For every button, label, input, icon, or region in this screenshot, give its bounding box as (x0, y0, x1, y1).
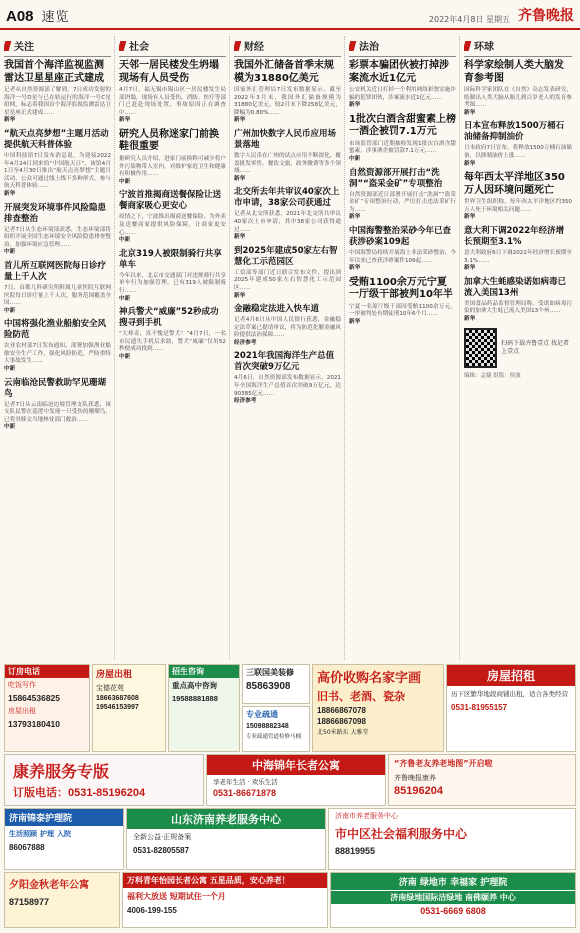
article[interactable]: 自然资源部开展打击“洗洞”“盗采金矿”专项整治 自然资源部近日部署开展打击“洗洞”“盗采金矿”专项整治行动，严厉打击违法采矿行为…… 新华 (349, 167, 456, 221)
article[interactable]: 研究人员称迷家门前换鞋很重要 据研究人员介绍，进家门前换鞋可减少将户外污染物带入室内，对维护家庭卫生和健康有积极作用…… 中新 (119, 128, 226, 185)
ad-calligraphy[interactable]: 高价收购名家字画 旧书、老酒、瓷杂 18866867078 18866867098 北50米路东 大雅堂 (312, 664, 444, 752)
ad-welfare-center[interactable]: 济南市养老服务中心 市中区社会福利服务中心 88819955 (328, 808, 576, 870)
article[interactable]: 受贿1100余万元宁夏一厅级干部被判10年半 宁夏一名原厅级干部因受贿1100余万元，一审被判处有期徒刑10年6个月…… 新华 (349, 276, 456, 325)
article-title[interactable]: 云南临沧民警救助罕见珊瑚鸟 (4, 377, 107, 399)
article[interactable]: 宁波首推揭商送餐保险让送餐商家吸心更安心 疫情之下，宁波推出揭商送餐保险，为外卖及送餐商家提供风险保障，让商家更安心…… 中新 (119, 190, 226, 244)
column-society (119, 36, 230, 660)
ad-booking[interactable]: 订房电话 吃饭写作 15864536825 房屋出租 13793180410 (4, 664, 90, 752)
article-title[interactable]: 神兵警犬“威廉”52秒成功搜寻到手机 (119, 307, 219, 329)
news-columns (4, 36, 576, 660)
article[interactable]: “航天点亮梦想”主题月活动提供航天科普体验 中国科技馆7日发布消息说，为迎接2022年4月24日到来的“中国航天日”，该馆4月1日至4月30日推出“航天点亮梦想”主题月活动，公众可通过线上线下多种形式，参与航天科普体验…… 新华 (4, 128, 111, 197)
article-title[interactable]: 中国海警整治采砂今年已查获涉砂案109起 (349, 225, 452, 247)
column-focus (4, 36, 115, 660)
article-title[interactable]: 首儿所互联网医院每日诊疗量上千人次 (4, 260, 107, 282)
article-body: 记者从自然资源部了解到，7日成功发射的海洋一号D星与已在轨运行的海洋一号C星组网，标志着我国首个海洋监视监测雷达卫星星座正式建成…… (4, 87, 111, 116)
article-title[interactable]: 广州加快数字人民币应用场景落地 (234, 128, 337, 150)
section-mark-icon (234, 41, 241, 51)
article-title[interactable]: 1批次白酒含甜蜜素上榜一酒企被罚7.1万元 (349, 113, 456, 138)
article[interactable]: 神兵警犬“威廉”52秒成功搜寻到手机 “大棒奇，真不愧是警犬！”4月7日，一名市民遗失手机后求助，警犬“威廉”仅用52秒便成功找到…… 中新 (119, 307, 226, 360)
article-title[interactable]: 意大利下调2022年经济增长预期至3.1% (464, 225, 565, 247)
column-header: 环球 (464, 36, 572, 57)
section-mark-icon (349, 41, 356, 51)
masthead (0, 0, 580, 30)
ad-decoration[interactable]: 三联国美装修 85863908 (242, 664, 310, 704)
article-title[interactable]: 开展突发环境事件风险隐患排查整治 (4, 202, 107, 224)
article[interactable]: 开展突发环境事件风险隐患排查整治 记者7日从生态环境部获悉，生态环境部将组织开展全国生态环境安全风险隐患排查整治，加强环境应急管理…… 中新 (4, 202, 111, 256)
ad-qilu-elder[interactable]: “齐鲁老友养老地图”开启啦 齐鲁晚报康养 85196204 (388, 754, 576, 806)
column-world (464, 36, 575, 660)
newspaper-logo: 齐鲁晚报 (518, 8, 574, 24)
page-number: A08 (6, 8, 34, 25)
article-title[interactable]: 我国首个海洋监视监测雷达卫星星座正式建成 (4, 60, 104, 84)
ad-enrollment[interactable]: 招生咨询 重点高中咨询 19588881888 (168, 664, 240, 752)
article-title[interactable]: “航天点亮梦想”主题月活动提供航天科普体验 (4, 128, 109, 150)
article-title[interactable]: 金融稳定法进入快车道 (234, 304, 320, 315)
ad-greenland-care[interactable]: 济南 绿地市 幸福家 护理院 济南绿地国际洁绿地 南佛颐养 中心 0531-6669 6808 (330, 872, 576, 928)
column-finance (234, 36, 345, 660)
article-body: 7日，首都儿科研究所附属儿童医院互联网医院每日诊疗量上千人次，服务范围覆盖全国…… (4, 284, 111, 307)
article[interactable]: 天邻一居民楼发生坍塌现场有人员受伤 4月7日，福无锡市锡山区一居民楼发生局部坍塌，现场有人员受伤，消防、医疗等部门已赶赴现场处置，事故原因正在调查中…… 新华 (119, 60, 226, 124)
article[interactable]: 首儿所互联网医院每日诊疗量上千人次 7日，首都儿科研究所附属儿童医院互联网医院每日诊疗量上千人次，服务范围覆盖全国…… 中新 (4, 260, 111, 314)
section-mark-icon (4, 41, 11, 51)
article-title[interactable]: 研究人员称迷家门前换鞋很重要 (119, 128, 219, 153)
editor-credit: 编辑：孟婕 组版：侯波 (464, 372, 521, 379)
article-title[interactable]: 北京319人被限制骑行共享单车 (119, 248, 222, 270)
article-title[interactable]: 2021年我国海洋生产总值首次突破9万亿元 (234, 351, 335, 373)
article-body: 中国科技馆7日发布消息说，为迎接2022年4月24日到来的“中国航天日”，该馆4月1日至4月30日推出“航天点亮梦想”主题月活动，公众可通过线上线下多种形式，参与航天科普体验…… (4, 152, 111, 190)
column-law (349, 36, 460, 660)
article[interactable]: 北京319人被限制骑行共享单车 今年以来，北京市交通部门对违规骑行共享单车行为加强管理，已有319人被限制骑行…… 中新 (119, 248, 226, 302)
column-header: 关注 (4, 36, 111, 57)
article-title[interactable]: 到2025年建成50家左右智慧化工示范园区 (234, 245, 338, 267)
article[interactable]: 北交所去年共审议40家次上市申请，38家公司获通过 记者从北交所获悉，2021年北交所共审议40家次上市申请，其中38家公司获得通过…… 新华 (234, 187, 341, 241)
article[interactable]: 到2025年建成50家左右智慧化工示范园区 工信部等部门近日联合发布文件，提出到2025年建成50家左右智慧化工示范园区…… 新华 (234, 245, 341, 299)
article[interactable]: 广州加快数字人民币应用场景落地 数字人民币在广州的试点应用不断深化，覆盖批发零售、餐饮文旅、政务缴费等多个领域…… 新华 (234, 128, 341, 182)
article[interactable]: 中国海警整治采砂今年已查获涉砂案109起 中国海警局持续开展海上非法采砂整治，今年以来已查获涉砂案件109起…… 新华 (349, 225, 456, 272)
ad-vanke-apartment[interactable]: 万科青年怡园长者公寓 五星品质，安心养老！ 福利大放送 短期试住一个月 4006-199-155 (122, 872, 328, 928)
article-title[interactable]: 每年西太平洋地区350万人因环境问题死亡 (464, 172, 565, 196)
section-mark-icon (119, 41, 126, 51)
article[interactable]: 云南临沧民警救助罕见珊瑚鸟 记者7日从云南临沧边境管理支队获悉，该支队民警在巡逻中发现一只受伤的珊瑚鸟，已将其移交当地林业部门救治…… 中新 (4, 377, 111, 431)
article-title[interactable]: 受贿1100余万元宁夏一厅级干部被判10年半 (349, 276, 453, 301)
article-title[interactable]: 加拿大生蚝感染诺如病毒已流入美国13州 (464, 276, 567, 298)
qr-caption: 扫码下载齐鲁壹点 找记者 上壹点 (501, 339, 569, 355)
article-body: 记者7日从生态环境部获悉，生态环境部将组织开展全国生态环境安全风险隐患排查整治，加强环境应急管理…… (4, 226, 111, 248)
article-title[interactable]: 自然资源部开展打击“洗洞”“盗采金矿”专项整治 (349, 167, 443, 189)
issue-date: 2022年4月8日 星期五 (428, 15, 510, 24)
article-title[interactable]: 宁波首推揭商送餐保险让送餐商家吸心更安心 (119, 190, 222, 212)
ad-sunset-apartment[interactable]: 夕阳金秋老年公寓 87158977 (4, 872, 120, 928)
article-title[interactable]: 中国将强化渔业船舶安全风险防范 (4, 319, 107, 341)
column-header: 法治 (349, 36, 456, 57)
article[interactable]: 加拿大生蚝感染诺如病毒已流入美国13州 美国食品药品监督管理局称，受诺如病毒污染的加拿大生蚝已流入美国13个州…… 新华 (464, 276, 572, 322)
section-mark-icon (464, 41, 471, 51)
section-name: 速览 (41, 10, 70, 25)
ad-nursing-home[interactable]: 济南锦泰护理院 生活照顾 护理 入院 86067888 (4, 808, 124, 870)
ad-elder-apartment[interactable]: 中海锦年长者公寓 享老年生活 · 欢乐生活 0531-86671878 (206, 754, 386, 806)
ad-care-special[interactable]: 康养服务专版 订版电话：0531-85196204 (4, 754, 204, 806)
article[interactable]: 中国将强化渔业船舶安全风险防范 农业农村部7日发布通知，部署加强渔业船舶安全生产工作，强化风险防范，严防重特大事故发生…… 中新 (4, 319, 111, 373)
column-header: 财经 (234, 36, 341, 57)
article[interactable]: 我国首个海洋监视监测雷达卫星星座正式建成 记者从自然资源部了解到，7日成功发射的海洋一号D星与已在轨运行的海洋一号C星组网，标志着我国首个海洋监视监测雷达卫星星座正式建成…… 新华 (4, 60, 111, 124)
article-title[interactable]: 彩票本骗团伙被打掉涉案流水近1亿元 (349, 60, 449, 84)
ad-shop-rent[interactable]: 房屋招租 历下区繁华地段商铺出租，适合各类经营 0531-81955157 (446, 664, 576, 752)
ad-pipe[interactable]: 专业疏通 15098882348 专业疏通管道检修马桶 (242, 706, 310, 752)
article-body: 农业农村部7日发布通知，部署加强渔业船舶安全生产工作，强化风险防范，严防重特大事故发生…… (4, 343, 111, 365)
article[interactable]: 意大利下调2022年经济增长预期至3.1% 意大利政府6日下调2022年经济增长预期至3.1%…… 新华 (464, 225, 572, 272)
article-title[interactable]: 我国外汇储备首季末规模为31880亿美元 (234, 60, 334, 84)
qr-code-icon[interactable] (464, 328, 497, 368)
article-title[interactable]: 北交所去年共审议40家次上市申请，38家公司获通过 (234, 187, 340, 209)
classified-ads (4, 664, 576, 930)
article[interactable]: 2021年我国海洋生产总值首次突破9万亿元 4月6日，自然资源部发布数据显示，2021年全国海洋生产总值首次突破9万亿元，达90385亿元…… 经济参考 (234, 351, 341, 405)
article-title[interactable]: 日本宣布释放1500万桶石油储备抑制油价 (464, 121, 565, 143)
article[interactable]: 科学家绘制人类大脑发育参考图 国际科学家团队在《自然》杂志发表研究，绘制出人类大脑从胎儿到百岁老人的发育参考图…… 新华 (464, 60, 572, 116)
article[interactable]: 金融稳定法进入快车道 记者4月6日从中国人民银行获悉，金融稳定法草案已提请审议，将为防范化解金融风险提供法治保障…… 经济参考 (234, 304, 341, 346)
article-title[interactable]: 科学家绘制人类大脑发育参考图 (464, 60, 564, 84)
ad-rental-house[interactable]: 房屋出租 宝德花苑 18663687608 19546153997 (92, 664, 166, 752)
article[interactable]: 我国外汇储备首季末规模为31880亿美元 国家外汇管理局7日发布数据显示，截至2022年3月末，我国外汇储备规模为31880亿美元，较2月末下降258亿美元，降幅为0.80%…… 新华 (234, 60, 341, 124)
ad-service-center[interactable]: 山东济南养老服务中心 全新公益·正规备案 0531-82805587 (126, 808, 326, 870)
article-title[interactable]: 天邻一居民楼发生坍塌现场有人员受伤 (119, 60, 219, 84)
article[interactable]: 日本宣布释放1500万桶石油储备抑制油价 日本政府7日宣布，将释放1500万桶石油储备，以抑制油价上涨…… 新华 (464, 121, 572, 167)
article-body: 记者7日从云南临沧边境管理支队获悉，该支队民警在巡逻中发现一只受伤的珊瑚鸟，已将其移交当地林业部门救治…… (4, 401, 111, 423)
qr-promo (464, 328, 572, 368)
article[interactable]: 彩票本骗团伙被打掉涉案流水近1亿元 公安机关近日打掉一个利用网络彩票实施诈骗的犯罪团伙，涉案流水近1亿元…… 新华 (349, 60, 456, 109)
article[interactable]: 每年西太平洋地区350万人因环境问题死亡 世界卫生组织称，每年西太平洋地区约350万人死于环境相关问题…… 新华 (464, 172, 572, 221)
column-header: 社会 (119, 36, 226, 57)
article[interactable]: 1批次白酒含甜蜜素上榜一酒企被罚7.1万元 市场监管部门近期抽检发现1批次白酒含甜蜜素，涉事酒企被罚款7.1万元…… 中新 (349, 113, 456, 162)
